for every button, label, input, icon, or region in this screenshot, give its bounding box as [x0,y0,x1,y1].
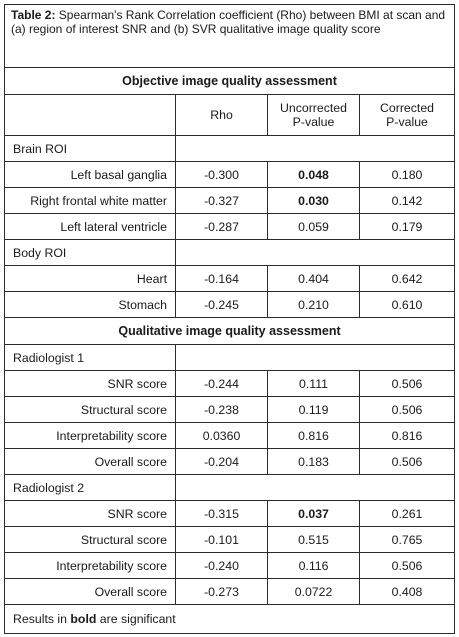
rho-value: -0.101 [176,527,268,553]
results-table [4,4,455,634]
table-row [5,423,455,449]
rho-value: -0.240 [176,553,268,579]
uncorrected-p-value: 0.048 [268,162,360,188]
corrected-p-value: 0.816 [360,423,455,449]
uncorrected-p-value: 0.404 [268,266,360,292]
table-row [5,292,455,318]
corrected-p-value: 0.610 [360,292,455,318]
group-label-radiologist-2: Radiologist 2 [5,475,176,501]
footnote-post: are significant [96,612,176,626]
column-header-corrected: Corrected P-value [360,95,455,136]
uncorrected-p-value: 0.116 [268,553,360,579]
row-label: Interpretability score [5,553,176,579]
table-row [5,214,455,240]
results-table-container [4,4,454,634]
section-title-qualitative: Qualitative image quality assessment [5,318,455,345]
row-label: Overall score [5,579,176,605]
uncorrected-p-value: 0.119 [268,397,360,423]
group-row-filler [176,345,455,371]
column-header-blank [5,95,176,136]
row-label: Structural score [5,527,176,553]
footnote-pre: Results in [13,612,71,626]
corrected-p-value: 0.261 [360,501,455,527]
row-label: Left lateral ventricle [5,214,176,240]
rho-value: -0.238 [176,397,268,423]
uncorrected-p-value: 0.030 [268,188,360,214]
section-row-qualitative [5,318,455,345]
table-caption-row [5,5,455,68]
group-row-filler [176,240,455,266]
caption-text: Spearman's Rank Correlation coefficient (Rho) between BMI at scan and (a) region of interest SNR and (b) SVR qualitative image quality score [11,8,446,36]
group-label-body: Body ROI [5,240,176,266]
rho-value: -0.245 [176,292,268,318]
row-label: Heart [5,266,176,292]
group-row-radiologist-2 [5,475,455,501]
table-row [5,501,455,527]
group-row-radiologist-1 [5,345,455,371]
corrected-p-value: 0.506 [360,553,455,579]
table-row [5,553,455,579]
group-row-filler [176,475,455,501]
section-row-objective [5,68,455,95]
table-row [5,188,455,214]
column-header-uncorrected: Uncorrected P-value [268,95,360,136]
rho-value: -0.204 [176,449,268,475]
row-label: Structural score [5,397,176,423]
group-label-radiologist-1: Radiologist 1 [5,345,176,371]
rho-value: 0.0360 [176,423,268,449]
footnote-row [5,605,455,634]
caption-label: Table 2: [11,8,56,22]
corrected-p-value: 0.765 [360,527,455,553]
table-row [5,397,455,423]
column-header-row [5,95,455,136]
uncorrected-p-value: 0.183 [268,449,360,475]
row-label: Right frontal white matter [5,188,176,214]
table-row [5,162,455,188]
footnote [5,605,455,634]
row-label: SNR score [5,371,176,397]
column-header-rho: Rho [176,95,268,136]
group-row-brain [5,136,455,162]
uncorrected-p-value: 0.210 [268,292,360,318]
row-label: Overall score [5,449,176,475]
section-title-objective: Objective image quality assessment [5,68,455,95]
rho-value: -0.164 [176,266,268,292]
uncorrected-p-value: 0.0722 [268,579,360,605]
corrected-p-value: 0.180 [360,162,455,188]
uncorrected-p-value: 0.037 [268,501,360,527]
corrected-p-value: 0.506 [360,371,455,397]
corrected-p-value: 0.142 [360,188,455,214]
table-row [5,371,455,397]
rho-value: -0.300 [176,162,268,188]
group-row-filler [176,136,455,162]
rho-value: -0.273 [176,579,268,605]
row-label: Interpretability score [5,423,176,449]
rho-value: -0.244 [176,371,268,397]
uncorrected-p-value: 0.816 [268,423,360,449]
uncorrected-p-value: 0.111 [268,371,360,397]
row-label: Stomach [5,292,176,318]
corrected-p-value: 0.408 [360,579,455,605]
corrected-p-value: 0.506 [360,449,455,475]
footnote-bold: bold [70,612,97,626]
table-row [5,527,455,553]
rho-value: -0.315 [176,501,268,527]
rho-value: -0.287 [176,214,268,240]
corrected-p-value: 0.642 [360,266,455,292]
uncorrected-p-value: 0.059 [268,214,360,240]
rho-value: -0.327 [176,188,268,214]
corrected-p-value: 0.179 [360,214,455,240]
uncorrected-p-value: 0.515 [268,527,360,553]
row-label: Left basal ganglia [5,162,176,188]
table-caption [5,5,455,68]
group-row-body [5,240,455,266]
table-row [5,266,455,292]
row-label: SNR score [5,501,176,527]
table-row [5,579,455,605]
table-row [5,449,455,475]
corrected-p-value: 0.506 [360,397,455,423]
group-label-brain: Brain ROI [5,136,176,162]
